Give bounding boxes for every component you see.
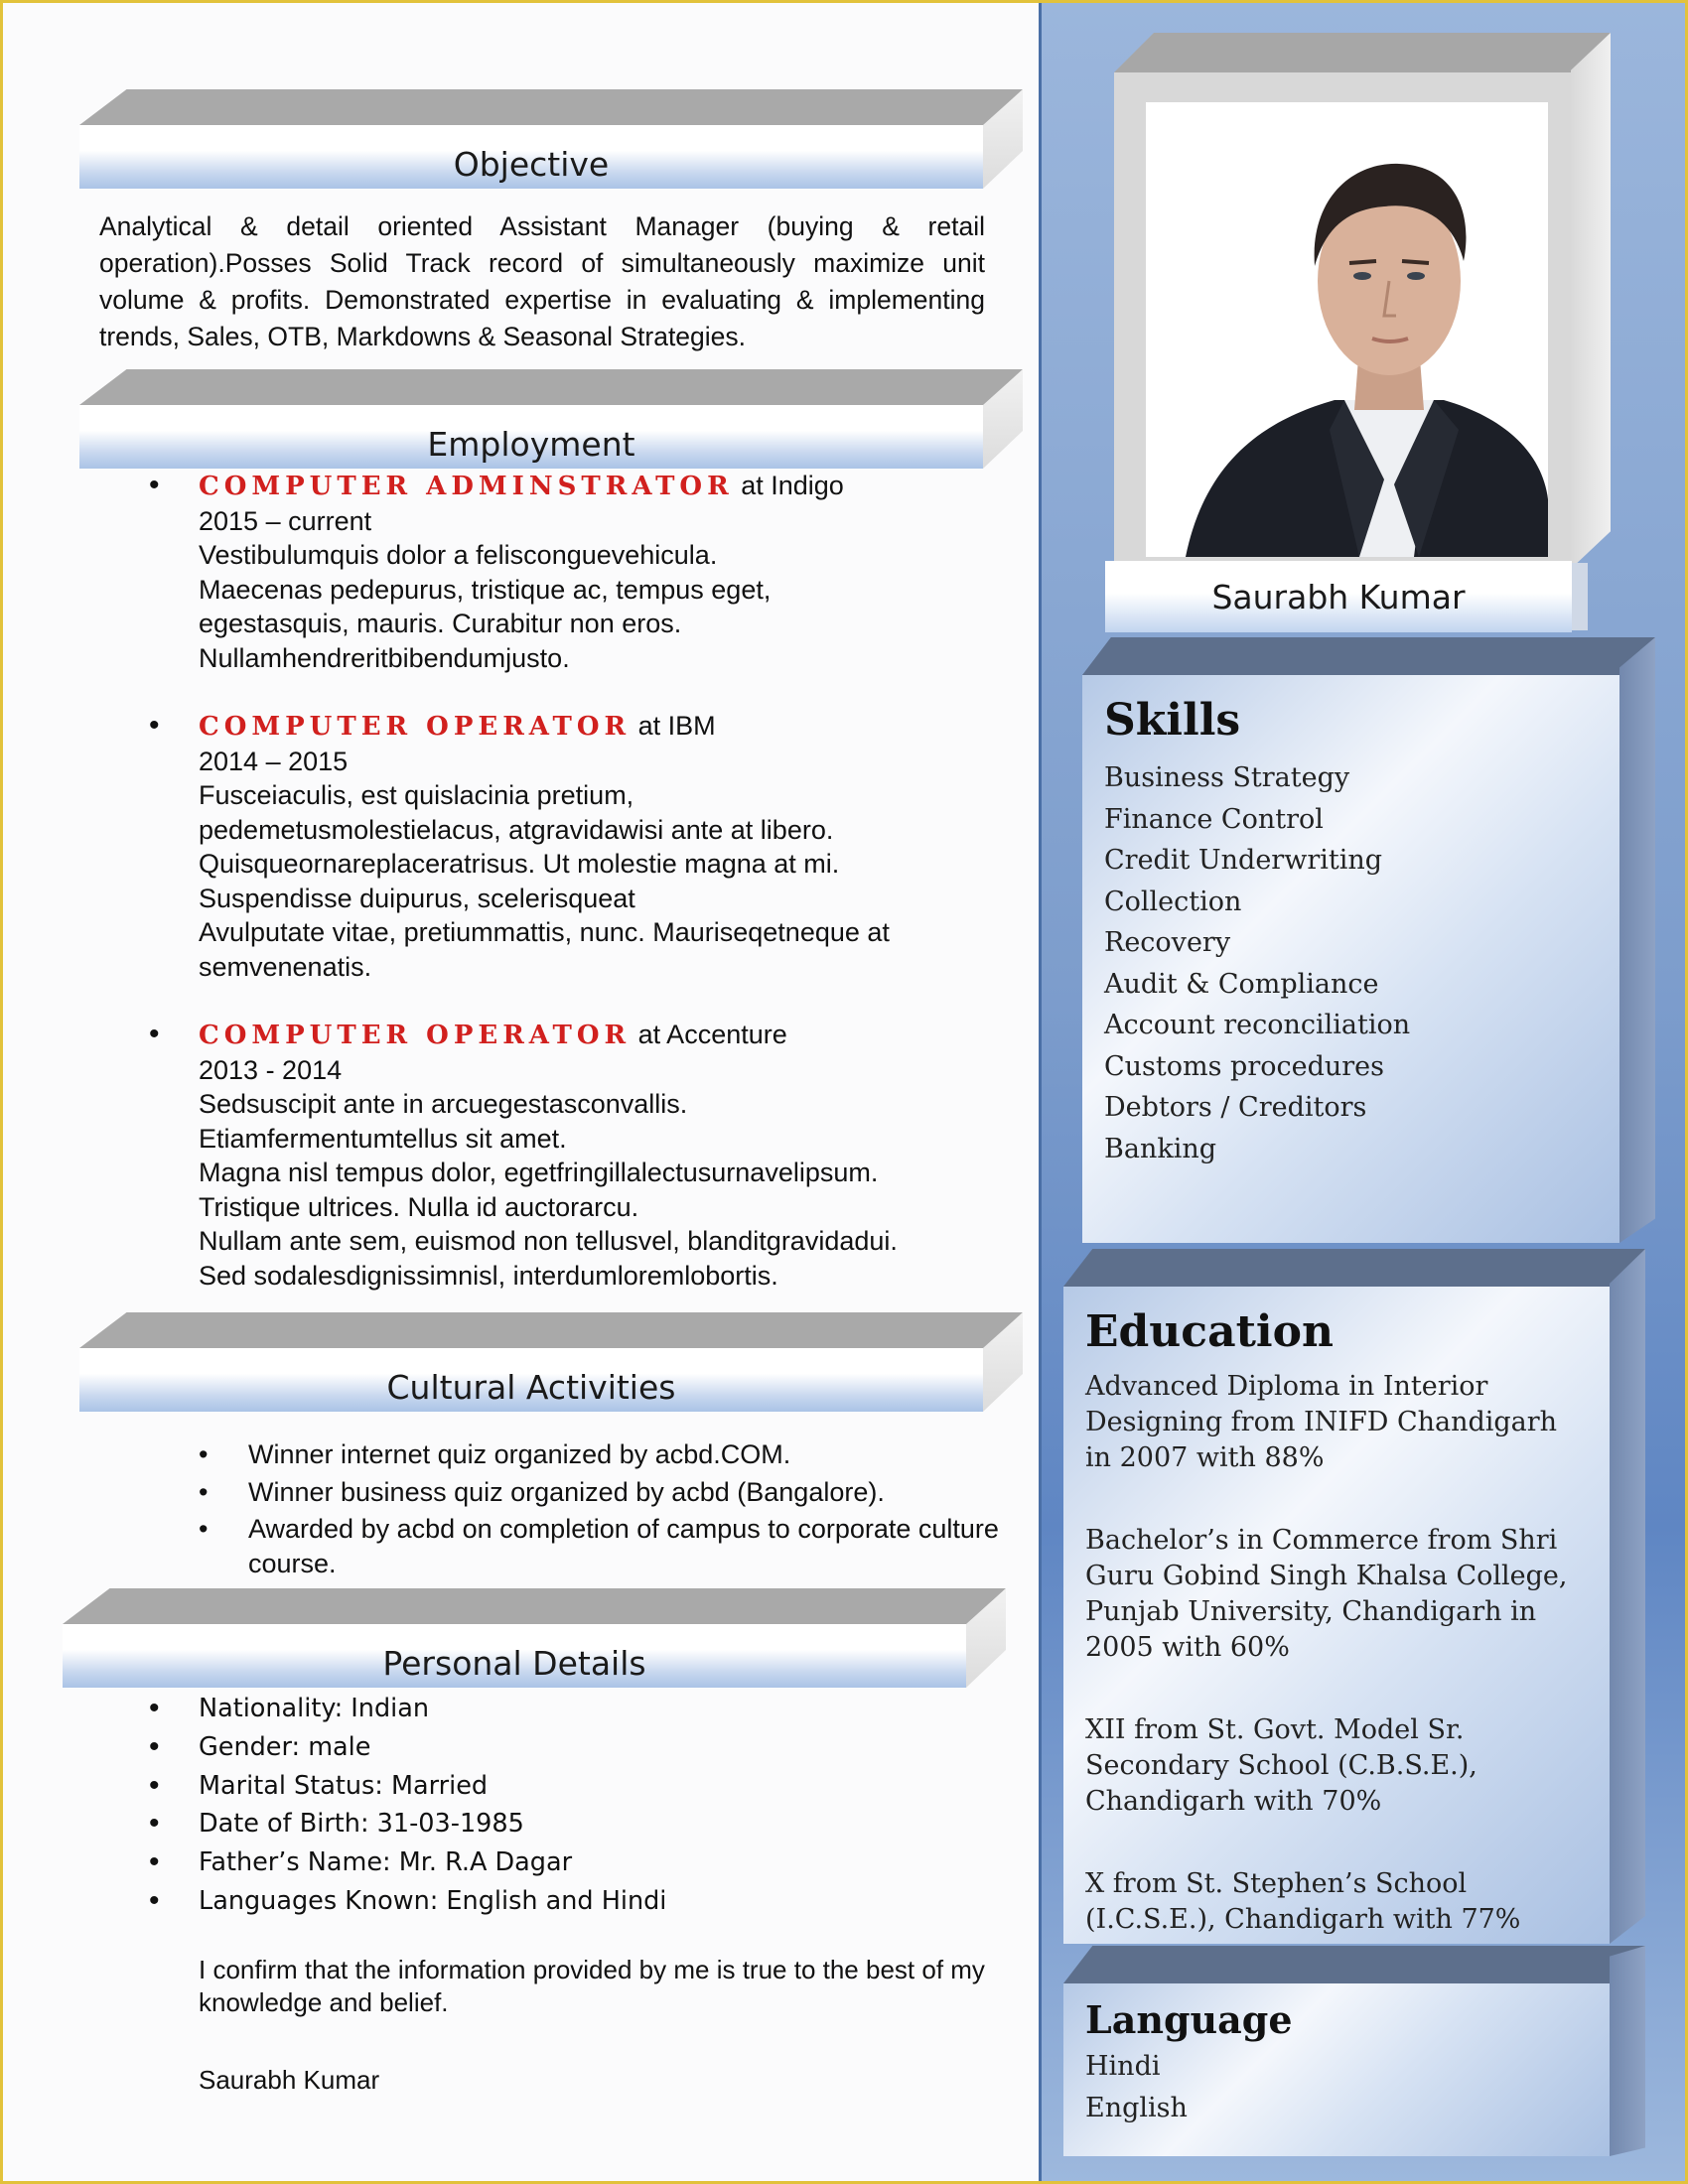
job-desc-line: pedemetusmolestielacus, atgravidawisi ante at libero. [199, 814, 834, 845]
job-desc-line: Nullam ante sem, euismod non tellusvel, blanditgravidadui. [199, 1226, 898, 1256]
employment-list [149, 469, 1003, 1326]
job-item [149, 709, 1003, 984]
objective-banner [79, 89, 1023, 189]
employment-heading: Employment [79, 405, 983, 469]
signature-name: Saurabh Kumar [199, 2065, 380, 2095]
job-desc-line: Sedsuscipit ante in arcuegestasconvallis. [199, 1089, 688, 1119]
photo-frame [1114, 33, 1611, 569]
job-item [149, 469, 1003, 675]
job-dates: 2015 – current [199, 505, 372, 536]
personal-heading: Personal Details [63, 1624, 966, 1688]
skill-item: Banking [1104, 1133, 1216, 1164]
skill-item: Collection [1104, 886, 1242, 917]
personal-list [149, 1690, 1003, 1921]
cultural-list [199, 1437, 1013, 1583]
job-desc-line: Avulputate vitae, pretiummattis, nunc. Mauriseqetneque at [199, 917, 890, 947]
education-item: X from St. Stephen’s School (I.C.S.E.), Chandigarh with 77% [1085, 1868, 1521, 1935]
skill-item: Recovery [1104, 927, 1231, 958]
job-desc-line: Maecenas pedepurus, tristique ac, tempus eget, [199, 574, 772, 605]
list-item: • Date of Birth: 31-03-1985 [149, 1805, 1003, 1843]
job-desc-line: Fusceiaculis, est quislacinia pretium, [199, 780, 634, 810]
list-item: • Languages Known: English and Hindi [149, 1882, 1003, 1921]
cultural-banner [79, 1312, 1023, 1412]
job-desc-line: Suspendisse duipurus, scelerisqueat [199, 883, 635, 913]
job-dates: 2013 - 2014 [199, 1054, 343, 1085]
job-title: COMPUTER OPERATOR [199, 712, 632, 742]
job-title: COMPUTER OPERATOR [199, 1021, 632, 1050]
education-item: Bachelor’s in Commerce from Shri Guru Gobind Singh Khalsa College, Punjab University, Chandigarh in 2005 with 60% [1085, 1525, 1568, 1663]
job-desc-line: Tristique ultrices. Nulla id auctorarcu. [199, 1191, 639, 1222]
list-item: • Awarded by acbd on completion of campus to corporate culture course. [199, 1512, 1013, 1580]
job-item [149, 1018, 1003, 1293]
language-item: Hindi [1085, 2051, 1161, 2082]
cultural-heading: Cultural Activities [79, 1348, 983, 1412]
job-desc-line: Magna nisl tempus dolor, egetfringillalectusurnavelipsum. [199, 1158, 879, 1187]
education-item: Advanced Diploma in Interior Designing from INIFD Chandigarh in 2007 with 88% [1085, 1371, 1558, 1473]
language-box [1063, 1946, 1645, 2156]
job-company: at IBM [631, 711, 716, 741]
job-desc-line: Quisqueornareplaceratrisus. Ut molestie magna at mi. [199, 849, 840, 879]
skill-item: Business Strategy [1104, 762, 1350, 793]
skill-item: Debtors / Creditors [1104, 1092, 1367, 1123]
job-desc-line: Nullamhendreritbibendumjusto. [199, 642, 570, 673]
education-heading: Education [1085, 1306, 1334, 1357]
job-dates: 2014 – 2015 [199, 746, 349, 776]
job-desc-line: Vestibulumquis dolor a felisconguevehicula. [199, 540, 718, 570]
skill-item: Finance Control [1104, 803, 1324, 835]
list-item: • Winner internet quiz organized by acbd.COM. [199, 1437, 1013, 1472]
skill-item: Account reconciliation [1104, 1010, 1411, 1040]
confirmation-text: I confirm that the information provided by me is true to the best of my knowledge and belief. [199, 1955, 985, 2017]
profile-photo [1146, 102, 1548, 557]
skills-heading: Skills [1104, 695, 1241, 746]
job-company: at Accenture [631, 1020, 787, 1049]
job-company: at Indigo [733, 471, 844, 500]
list-item: • Marital Status: Married [149, 1767, 1003, 1806]
job-desc-line: Sed sodalesdignissimnisl, interdumloremlobortis. [199, 1260, 778, 1291]
person-photo-icon [1146, 102, 1548, 557]
skill-item: Audit & Compliance [1104, 968, 1379, 1000]
job-desc-line: semvenenatis. [199, 951, 372, 982]
job-desc-line: Etiamfermentumtellus sit amet. [199, 1123, 567, 1154]
job-title: COMPUTER ADMINSTRATOR [199, 472, 734, 501]
list-item: • Father’s Name: Mr. R.A Dagar [149, 1843, 1003, 1882]
job-desc-line: egestasquis, mauris. Curabitur non eros. [199, 609, 682, 638]
list-item: • Gender: male [149, 1728, 1003, 1767]
education-item: XII from St. Govt. Model Sr. Secondary School (C.B.S.E.), Chandigarh with 70% [1085, 1714, 1477, 1817]
language-heading: Language [1085, 1997, 1293, 2042]
list-item: • Nationality: Indian [149, 1690, 1003, 1728]
language-item: English [1085, 2092, 1188, 2123]
objective-text: Analytical & detail oriented Assistant Manager (buying & retail operation).Posses Solid Track record of simultaneously maximize unit volume & profits. Demonstrated expertise in evaluating & implementing trends, Sales, OTB, Markdowns & Seasonal Strategies. [99, 211, 985, 351]
list-item: • Winner business quiz organized by acbd (Bangalore). [199, 1475, 1013, 1510]
personal-banner [63, 1588, 1006, 1688]
education-box [1063, 1249, 1645, 1944]
objective-heading: Objective [79, 125, 983, 189]
skill-item: Credit Underwriting [1104, 845, 1383, 876]
skill-item: Customs procedures [1104, 1050, 1385, 1082]
profile-name: Saurabh Kumar [1105, 561, 1572, 632]
employment-banner [79, 369, 1023, 469]
skills-box [1082, 637, 1655, 1243]
